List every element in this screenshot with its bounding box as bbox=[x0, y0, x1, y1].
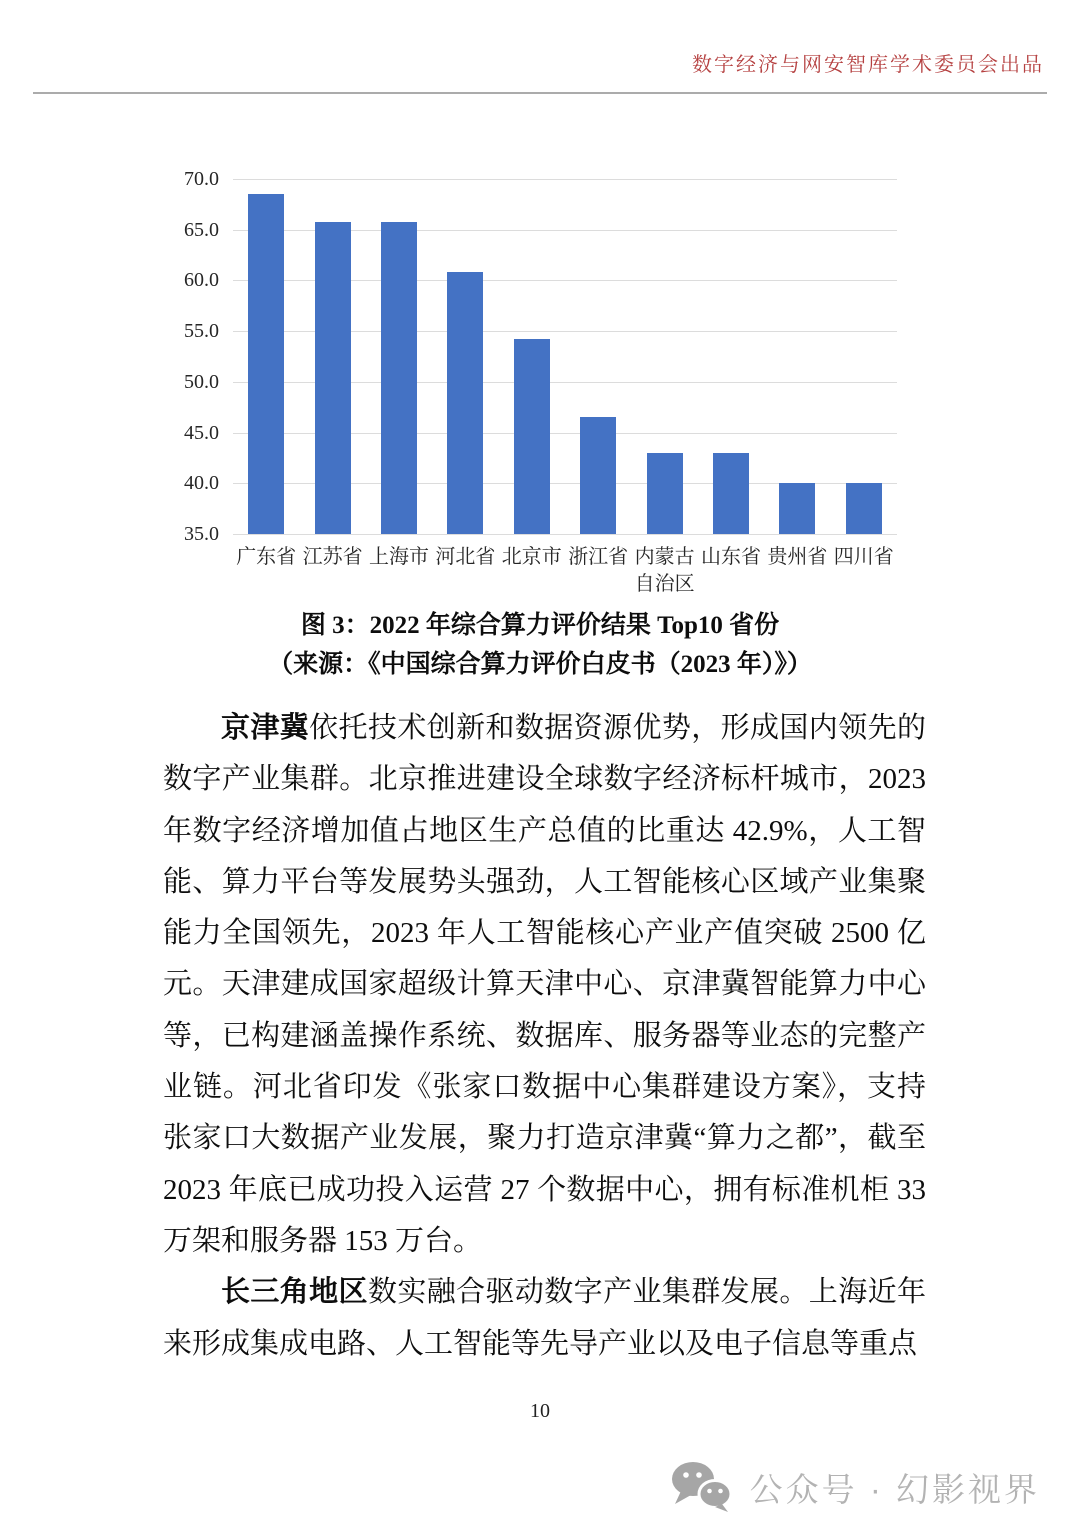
chart-bar bbox=[248, 194, 284, 534]
chart-bar bbox=[514, 339, 550, 534]
page-number: 10 bbox=[530, 1400, 550, 1422]
figure-caption-source: （来源：《中国综合算力评价白皮书（2023 年）》） bbox=[268, 651, 812, 678]
chart-ytick-label: 65.0 bbox=[184, 218, 219, 241]
paragraph-changsanjiao bbox=[163, 1267, 926, 1370]
chart-category-label: 广东省 bbox=[236, 546, 297, 568]
chart-bar bbox=[647, 453, 683, 534]
chart-bar bbox=[779, 483, 815, 534]
chart-category-label: 内蒙古自治区 bbox=[634, 546, 695, 595]
watermark-label: 公众号 · 幻影视界 bbox=[749, 1470, 1040, 1508]
chart-ytick-label: 35.0 bbox=[184, 523, 219, 545]
watermark bbox=[668, 1460, 1040, 1514]
chart-ytick-label: 60.0 bbox=[184, 269, 219, 292]
chart-bar bbox=[846, 483, 882, 534]
chart-category-label: 河北省 bbox=[435, 546, 496, 568]
chart-category-label: 贵州省 bbox=[767, 546, 828, 568]
paragraph-jingjinji bbox=[163, 703, 926, 1267]
chart-plot bbox=[184, 168, 897, 595]
chart-category-label: 上海市 bbox=[368, 546, 429, 568]
chart-ytick-label: 40.0 bbox=[184, 472, 219, 495]
chart-ytick-label: 45.0 bbox=[184, 421, 219, 444]
header-credit: 数字经济与网安智库学术委员会出品 bbox=[692, 54, 1044, 76]
figure-caption-title: 图 3：2022 年综合算力评价结果 Top10 省份 bbox=[300, 612, 780, 639]
paragraph-lead: 京津冀 bbox=[221, 712, 310, 744]
chart-ytick-label: 70.0 bbox=[184, 168, 219, 190]
body-text bbox=[163, 703, 926, 1370]
chart-bar bbox=[381, 222, 417, 534]
chart-bar bbox=[580, 417, 616, 534]
paragraph-lead: 长三角地区 bbox=[221, 1276, 368, 1309]
bar-chart bbox=[0, 0, 1080, 620]
chart-ytick-label: 55.0 bbox=[184, 320, 219, 343]
chart-bar bbox=[713, 453, 749, 534]
chart-gridline bbox=[233, 179, 897, 180]
paragraph-body: 依托技术创新和数据资源优势，形成国内领先的数字产业集群。北京推进建设全球数字经济标杆城市，2023 年数字经济增加值占地区生产总值的比重达 42.9%，人工智能、算力平台等发展势头强劲，人工智能核心区域产业集聚能力全国领先，2023 年人工智能核心产业产值突破 2500 亿元。天津建成国家超级计算天津中心、京津冀智能算力中心等，已构建涵盖操作系统、数据库、服务器等业态的完整产业链。河北省印发《张家口数据中心集群建设方案》，支持张家口大数据产业发展，聚力打造京津冀“算力之都”，截至 2023 年底已成功投入运营 27 个数据中心，拥有标准机柜 33 万架和服务器 153 万台。 bbox=[163, 712, 926, 1257]
chart-category-label: 北京市 bbox=[501, 546, 562, 568]
chart-category-label: 江苏省 bbox=[302, 546, 363, 568]
chart-category-label: 浙江省 bbox=[568, 546, 629, 568]
chart-bar bbox=[447, 272, 483, 534]
chart-category-label: 山东省 bbox=[700, 546, 761, 568]
chart-gridline bbox=[233, 534, 897, 535]
figure-caption bbox=[0, 606, 1080, 684]
paragraph-body: 数实融合驱动数字产业集群发展。上海近年来形成集成电路、人工智能等先导产业以及电子信息等重点 bbox=[163, 1276, 926, 1360]
wechat-bubbles-icon bbox=[668, 1460, 734, 1514]
chart-category-label: 四川省 bbox=[833, 546, 894, 568]
chart-bar bbox=[315, 222, 351, 534]
chart-ytick-label: 50.0 bbox=[184, 370, 219, 393]
